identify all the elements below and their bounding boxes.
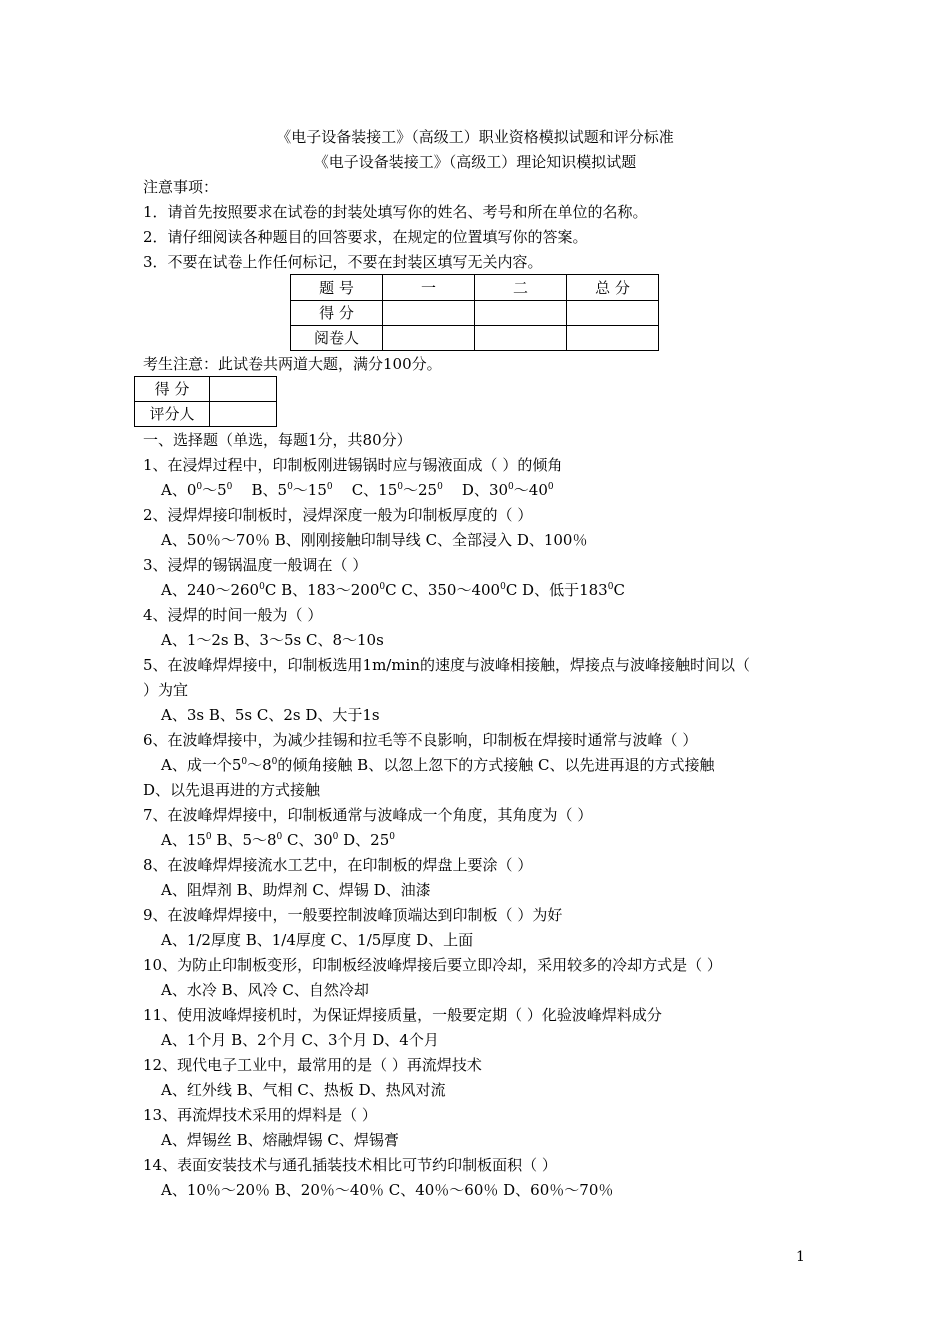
score-header-cell: 二 <box>475 275 567 301</box>
question-stem: 6、在波峰焊接中，为减少挂锡和拉毛等不良影响，印制板在焊接时通常与波峰（ ） <box>143 731 698 749</box>
page-number: 1 <box>796 1249 805 1265</box>
question-options: A、1个月 B、2个月 C、3个月 D、4个月 <box>161 1031 439 1049</box>
question-stem: 3、浸焊的锡锅温度一般调在（ ） <box>143 556 368 574</box>
question-stem: 8、在波峰焊焊接流水工艺中，在印制板的焊盘上要涂（ ） <box>143 856 533 874</box>
question-stem: 2、浸焊焊接印制板时，浸焊深度一般为印制板厚度的（ ） <box>143 506 533 524</box>
question-options: A、3s B、5s C、2s D、大于1s <box>161 706 380 724</box>
notice-item: 3．不要在试卷上作任何标记，不要在封装区填写无关内容。 <box>143 253 543 271</box>
question-options-continued: D、以先退再进的方式接触 <box>143 781 321 799</box>
question-stem: 13、再流焊技术采用的焊料是（ ） <box>143 1106 377 1124</box>
notice-item: 2．请仔细阅读各种题目的回答要求，在规定的位置填写你的答案。 <box>143 228 588 246</box>
question-options: A、阻焊剂 B、助焊剂 C、焊锡 D、油漆 <box>161 881 431 899</box>
question-stem: 4、浸焊的时间一般为（ ） <box>143 606 323 624</box>
question-stem: 11、使用波峰焊接机时，为保证焊接质量，一般要定期（ ）化验波峰焊料成分 <box>143 1006 662 1024</box>
grader-row-label: 评分人 <box>135 402 210 427</box>
question-stem: 9、在波峰焊焊接中，一般要控制波峰顶端达到印制板（ ）为好 <box>143 906 563 924</box>
score-header-cell: 题 号 <box>291 275 383 301</box>
question-stem-continued: ）为宜 <box>143 681 189 699</box>
grader-cell <box>210 377 277 402</box>
notice-heading: 注意事项： <box>143 178 219 196</box>
score-cell <box>383 326 475 351</box>
question-options: A、10％～20％ B、20％～40％ C、40％～60％ D、60％～70％ <box>161 1181 614 1199</box>
section-title: 一、选择题（单选，每题1分，共80分） <box>143 431 412 449</box>
question-stem: 14、表面安装技术与通孔插装技术相比可节约印制板面积（ ） <box>143 1156 557 1174</box>
score-table <box>290 274 659 351</box>
question-options: A、50％～70％ B、刚刚接触印制导线 C、全部浸入 D、100％ <box>161 531 588 549</box>
question-stem: 1、在浸焊过程中，印制板刚进锡锅时应与锡液面成（ ）的倾角 <box>143 456 563 474</box>
question-stem: 12、现代电子工业中，最常用的是（ ）再流焊技术 <box>143 1056 482 1074</box>
question-options: A、焊锡丝 B、熔融焊锡 C、焊锡膏 <box>161 1131 399 1149</box>
question-options: A、成一个$5^0\sim 8^0$的倾角接触 B、以忽上忽下的方式接触 C、以先进再退的方式接触 <box>161 756 715 774</box>
score-cell <box>475 301 567 326</box>
question-options: A、$0^0\sim 5^0$ B、$5^0\sim 15^0$ C、$15^0\sim 25^0$ D、$30^0\sim 40^0$ <box>161 481 554 499</box>
question-options: A、红外线 B、气相 C、热板 D、热风对流 <box>161 1081 446 1099</box>
question-stem: 7、在波峰焊焊接中，印制板通常与波峰成一个角度，其角度为（ ） <box>143 806 593 824</box>
score-cell <box>383 301 475 326</box>
notice-item: 1．请首先按照要求在试卷的封装处填写你的姓名、考号和所在单位的名称。 <box>143 203 648 221</box>
score-header-cell: 总 分 <box>567 275 659 301</box>
question-options: A、$240\sim 260^0C$ B、$183\sim 200^0C$ C、$350\sim 400^0C$ D、低于$183^0C$ <box>161 581 625 599</box>
question-stem: 5、在波峰焊焊接中，印制板选用1m/min的速度与波峰相接触，焊接点与波峰接触时间以（ <box>143 656 751 674</box>
grader-cell <box>210 402 277 427</box>
grader-table <box>134 376 277 427</box>
score-header-cell: 一 <box>383 275 475 301</box>
doc-title: 《电子设备装接工》（高级工）职业资格模拟试题和评分标准 <box>276 128 674 146</box>
exam-note: 考生注意：此试卷共两道大题，满分100分。 <box>143 355 442 373</box>
grader-row-label: 得 分 <box>135 377 210 402</box>
question-stem: 10、为防止印制板变形，印制板经波峰焊接后要立即冷却，采用较多的冷却方式是（ ） <box>143 956 722 974</box>
score-cell <box>475 326 567 351</box>
question-options: A、1/2厚度 B、1/4厚度 C、1/5厚度 D、上面 <box>161 931 474 949</box>
question-options: A、1～2s B、3～5s C、8～10s <box>161 631 384 649</box>
question-options: A、水冷 B、风冷 C、自然冷却 <box>161 981 369 999</box>
question-options: A、$15^0$ B、$5\sim 8^0$ C、$30^0$ D、$25^0$ <box>161 831 395 849</box>
score-row-label: 得 分 <box>291 301 383 326</box>
score-cell <box>567 301 659 326</box>
score-row-label: 阅卷人 <box>291 326 383 351</box>
score-cell <box>567 326 659 351</box>
doc-subtitle: 《电子设备装接工》（高级工）理论知识模拟试题 <box>313 153 637 171</box>
